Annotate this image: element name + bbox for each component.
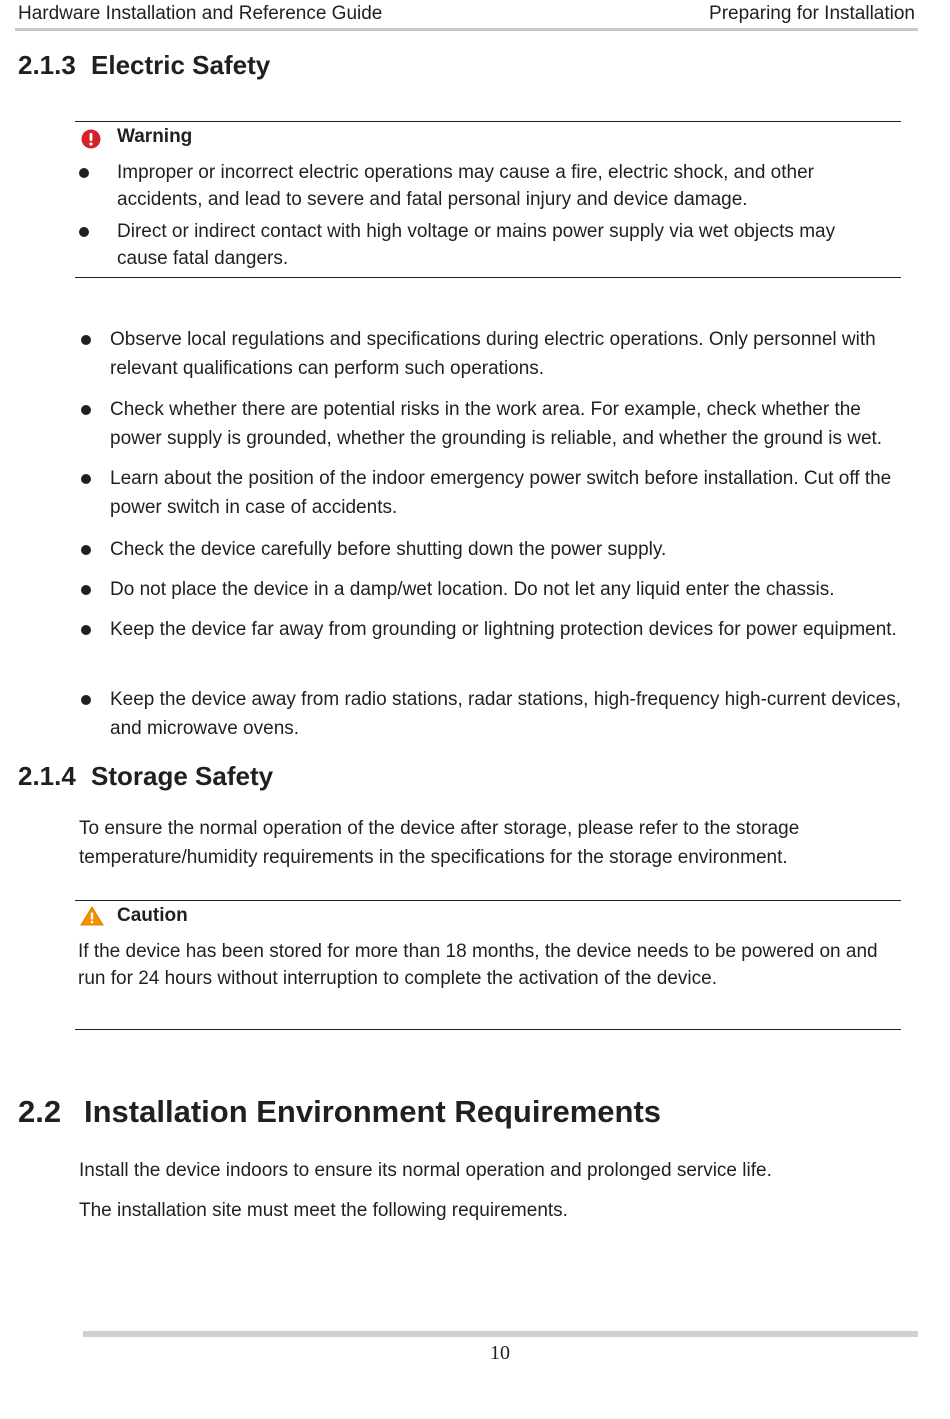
list-item-text: Check whether there are potential risks in the work area. For example, check whether the power supply is grounded, whether the grounding is reliable, and whether the ground is wet. bbox=[110, 399, 883, 449]
list-item-text: Check the device carefully before shutting down the power supply. bbox=[110, 539, 667, 560]
bullet bbox=[81, 585, 91, 595]
warning-triangle-icon bbox=[80, 906, 104, 931]
header-divider bbox=[15, 28, 918, 31]
bullet bbox=[79, 227, 89, 237]
running-header-chapter: Preparing for Installation bbox=[709, 3, 915, 24]
list-item bbox=[110, 395, 910, 453]
bullet bbox=[79, 168, 89, 178]
section-heading-2-2 bbox=[18, 1094, 661, 1130]
caution-text: If the device has been stored for more than 18 months, the device needs to be powered on and run for 24 hours without interruption to complete the activation of the device. bbox=[78, 941, 878, 989]
section-number: 2.1.4 bbox=[18, 761, 76, 791]
bullet bbox=[81, 335, 91, 345]
storage-paragraph: To ensure the normal operation of the device after storage, please refer to the storage temperature/humidity requirements in the specifications for the storage environment. bbox=[79, 818, 800, 868]
environment-paragraph: Install the device indoors to ensure its normal operation and prolonged service life. bbox=[79, 1160, 772, 1181]
list-item-text: Observe local regulations and specifications during electric operations. Only personnel with relevant qualifications can perform such operations. bbox=[110, 329, 876, 379]
list-item bbox=[110, 615, 910, 644]
bullet bbox=[81, 625, 91, 635]
warning-item-text: Direct or indirect contact with high voltage or mains power supply via wet objects may cause fatal dangers. bbox=[117, 221, 836, 269]
list-item-text: Keep the device away from radio stations, radar stations, high-frequency high-current devices, and microwave ovens. bbox=[110, 689, 902, 739]
footer-divider bbox=[83, 1331, 918, 1337]
warning-item bbox=[117, 218, 877, 272]
section-title: Electric Safety bbox=[91, 50, 271, 80]
caution-title: Caution bbox=[117, 905, 188, 926]
section-title: Storage Safety bbox=[91, 761, 274, 791]
warning-item-text: Improper or incorrect electric operations may cause a fire, electric shock, and other accidents, and lead to severe and fatal personal injury and device damage. bbox=[117, 162, 814, 210]
section-heading-2-1-3 bbox=[18, 50, 270, 81]
warning-title: Warning bbox=[117, 126, 193, 147]
list-item bbox=[110, 464, 910, 522]
section-title: Installation Environment Requirements bbox=[84, 1094, 662, 1129]
list-item-text: Keep the device far away from grounding or lightning protection devices for power equipment. bbox=[110, 619, 897, 640]
list-item-text: Do not place the device in a damp/wet location. Do not let any liquid enter the chassis. bbox=[110, 579, 835, 600]
list-item bbox=[110, 685, 910, 743]
warning-notice bbox=[75, 121, 901, 278]
caution-notice bbox=[75, 900, 901, 1030]
list-item bbox=[110, 325, 910, 383]
warning-item bbox=[117, 159, 877, 213]
list-item bbox=[110, 535, 910, 564]
list-item bbox=[110, 575, 910, 604]
exclamation-circle-icon bbox=[81, 129, 101, 154]
page-number: 10 bbox=[490, 1342, 510, 1364]
section-heading-2-1-4 bbox=[18, 761, 273, 792]
running-header-title: Hardware Installation and Reference Guide bbox=[18, 3, 383, 24]
bullet bbox=[81, 545, 91, 555]
list-item-text: Learn about the position of the indoor emergency power switch before installation. Cut off the power switch in case of accidents. bbox=[110, 468, 892, 518]
bullet bbox=[81, 474, 91, 484]
bullet bbox=[81, 405, 91, 415]
environment-paragraph: The installation site must meet the following requirements. bbox=[79, 1200, 568, 1221]
bullet bbox=[81, 695, 91, 705]
section-number: 2.1.3 bbox=[18, 50, 76, 80]
section-number: 2.2 bbox=[18, 1094, 62, 1129]
